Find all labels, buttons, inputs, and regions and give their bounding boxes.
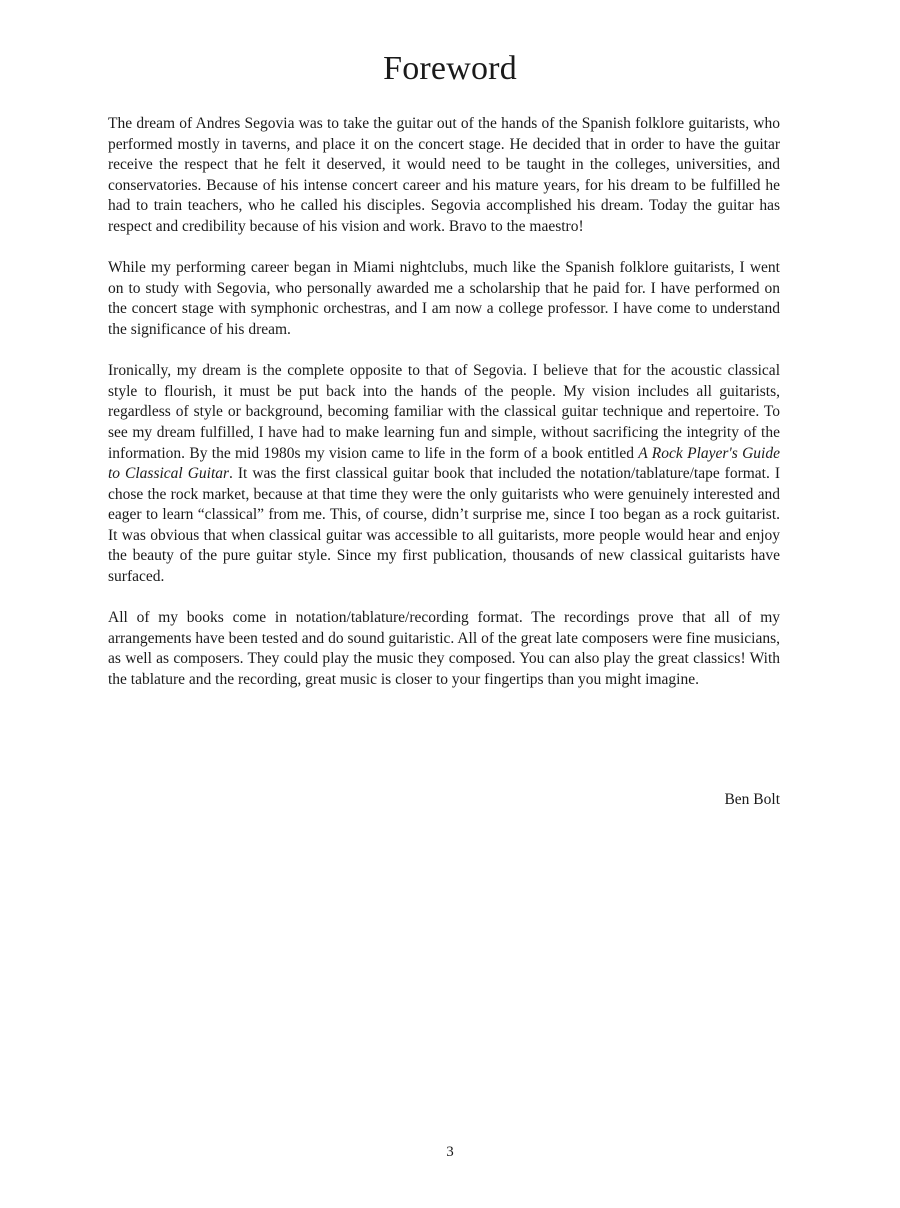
foreword-body [108, 114, 780, 711]
paragraph-author-vision [108, 361, 780, 588]
author-signature: Ben Bolt [724, 791, 780, 808]
paragraph-author-vision-start: Ironically, my dream is the complete opposite to that of Segovia. I believe that for the acoustic classical style to flourish, it must be put back into the hands of the people. My vision includes all guitarists, regardless of style or background, becoming familiar with the classical guitar technique and repertoire. To see my dream fulfilled, I have had to make learning fun and simple, without sacrificing the integrity of the information. By the mid 1980s my vision came to life in the form of a book entitled [108, 362, 780, 462]
page-number: 3 [446, 1144, 454, 1160]
paragraph-segovia-dream: The dream of Andres Segovia was to take the guitar out of the hands of the Spanish folklore guitarists, who performed mostly in taverns, and place it on the concert stage. He decided that in order to have the guitar receive the respect that he felt it deserved, it would need to be taught in the colleges, universities, and conservatories. Because of his intense concert career and his mature years, for his dream to be fulfilled he had to train teachers, who he called his disciples. Segovia accomplished his dream. Today the guitar has respect and credibility because of his vision and work. Bravo to the maestro! [108, 115, 780, 235]
page-title: Foreword [383, 50, 517, 87]
paragraph-performing-career: While my performing career began in Miami nightclubs, much like the Spanish folklore guitarists, I went on to study with Segovia, who personally awarded me a scholarship that he paid for. I have performed on the concert stage with symphonic orchestras, and I am now a college professor. I have come to understand the significance of his dream. [108, 259, 780, 338]
paragraph-books-format: All of my books come in notation/tablature/recording format. The recordings prove that all of my arrangements have been tested and do sound guitaristic. All of the great late composers were fine musicians, as well as composers. They could play the music they composed. You can also play the great classics! With the tablature and the recording, great music is closer to your fingertips than you might imagine. [108, 609, 780, 689]
paragraph-author-vision-end: . It was the first classical guitar book that included the notation/tablature/tape format. I chose the rock market, because at that time they were the only guitarists who were genuinely interested and eager to learn “classical” from me. This, of course, didn’t surprise me, since I too began as a rock guitarist. It was obvious that when classical guitar was accessible to all guitarists, more people would hear and enjoy the beauty of the pure guitar style. Since my first publication, thousands of new classical guitarists have surfaced. [108, 465, 780, 586]
book-title: A Rock Player's Guide to Classical Guitar [108, 444, 780, 483]
